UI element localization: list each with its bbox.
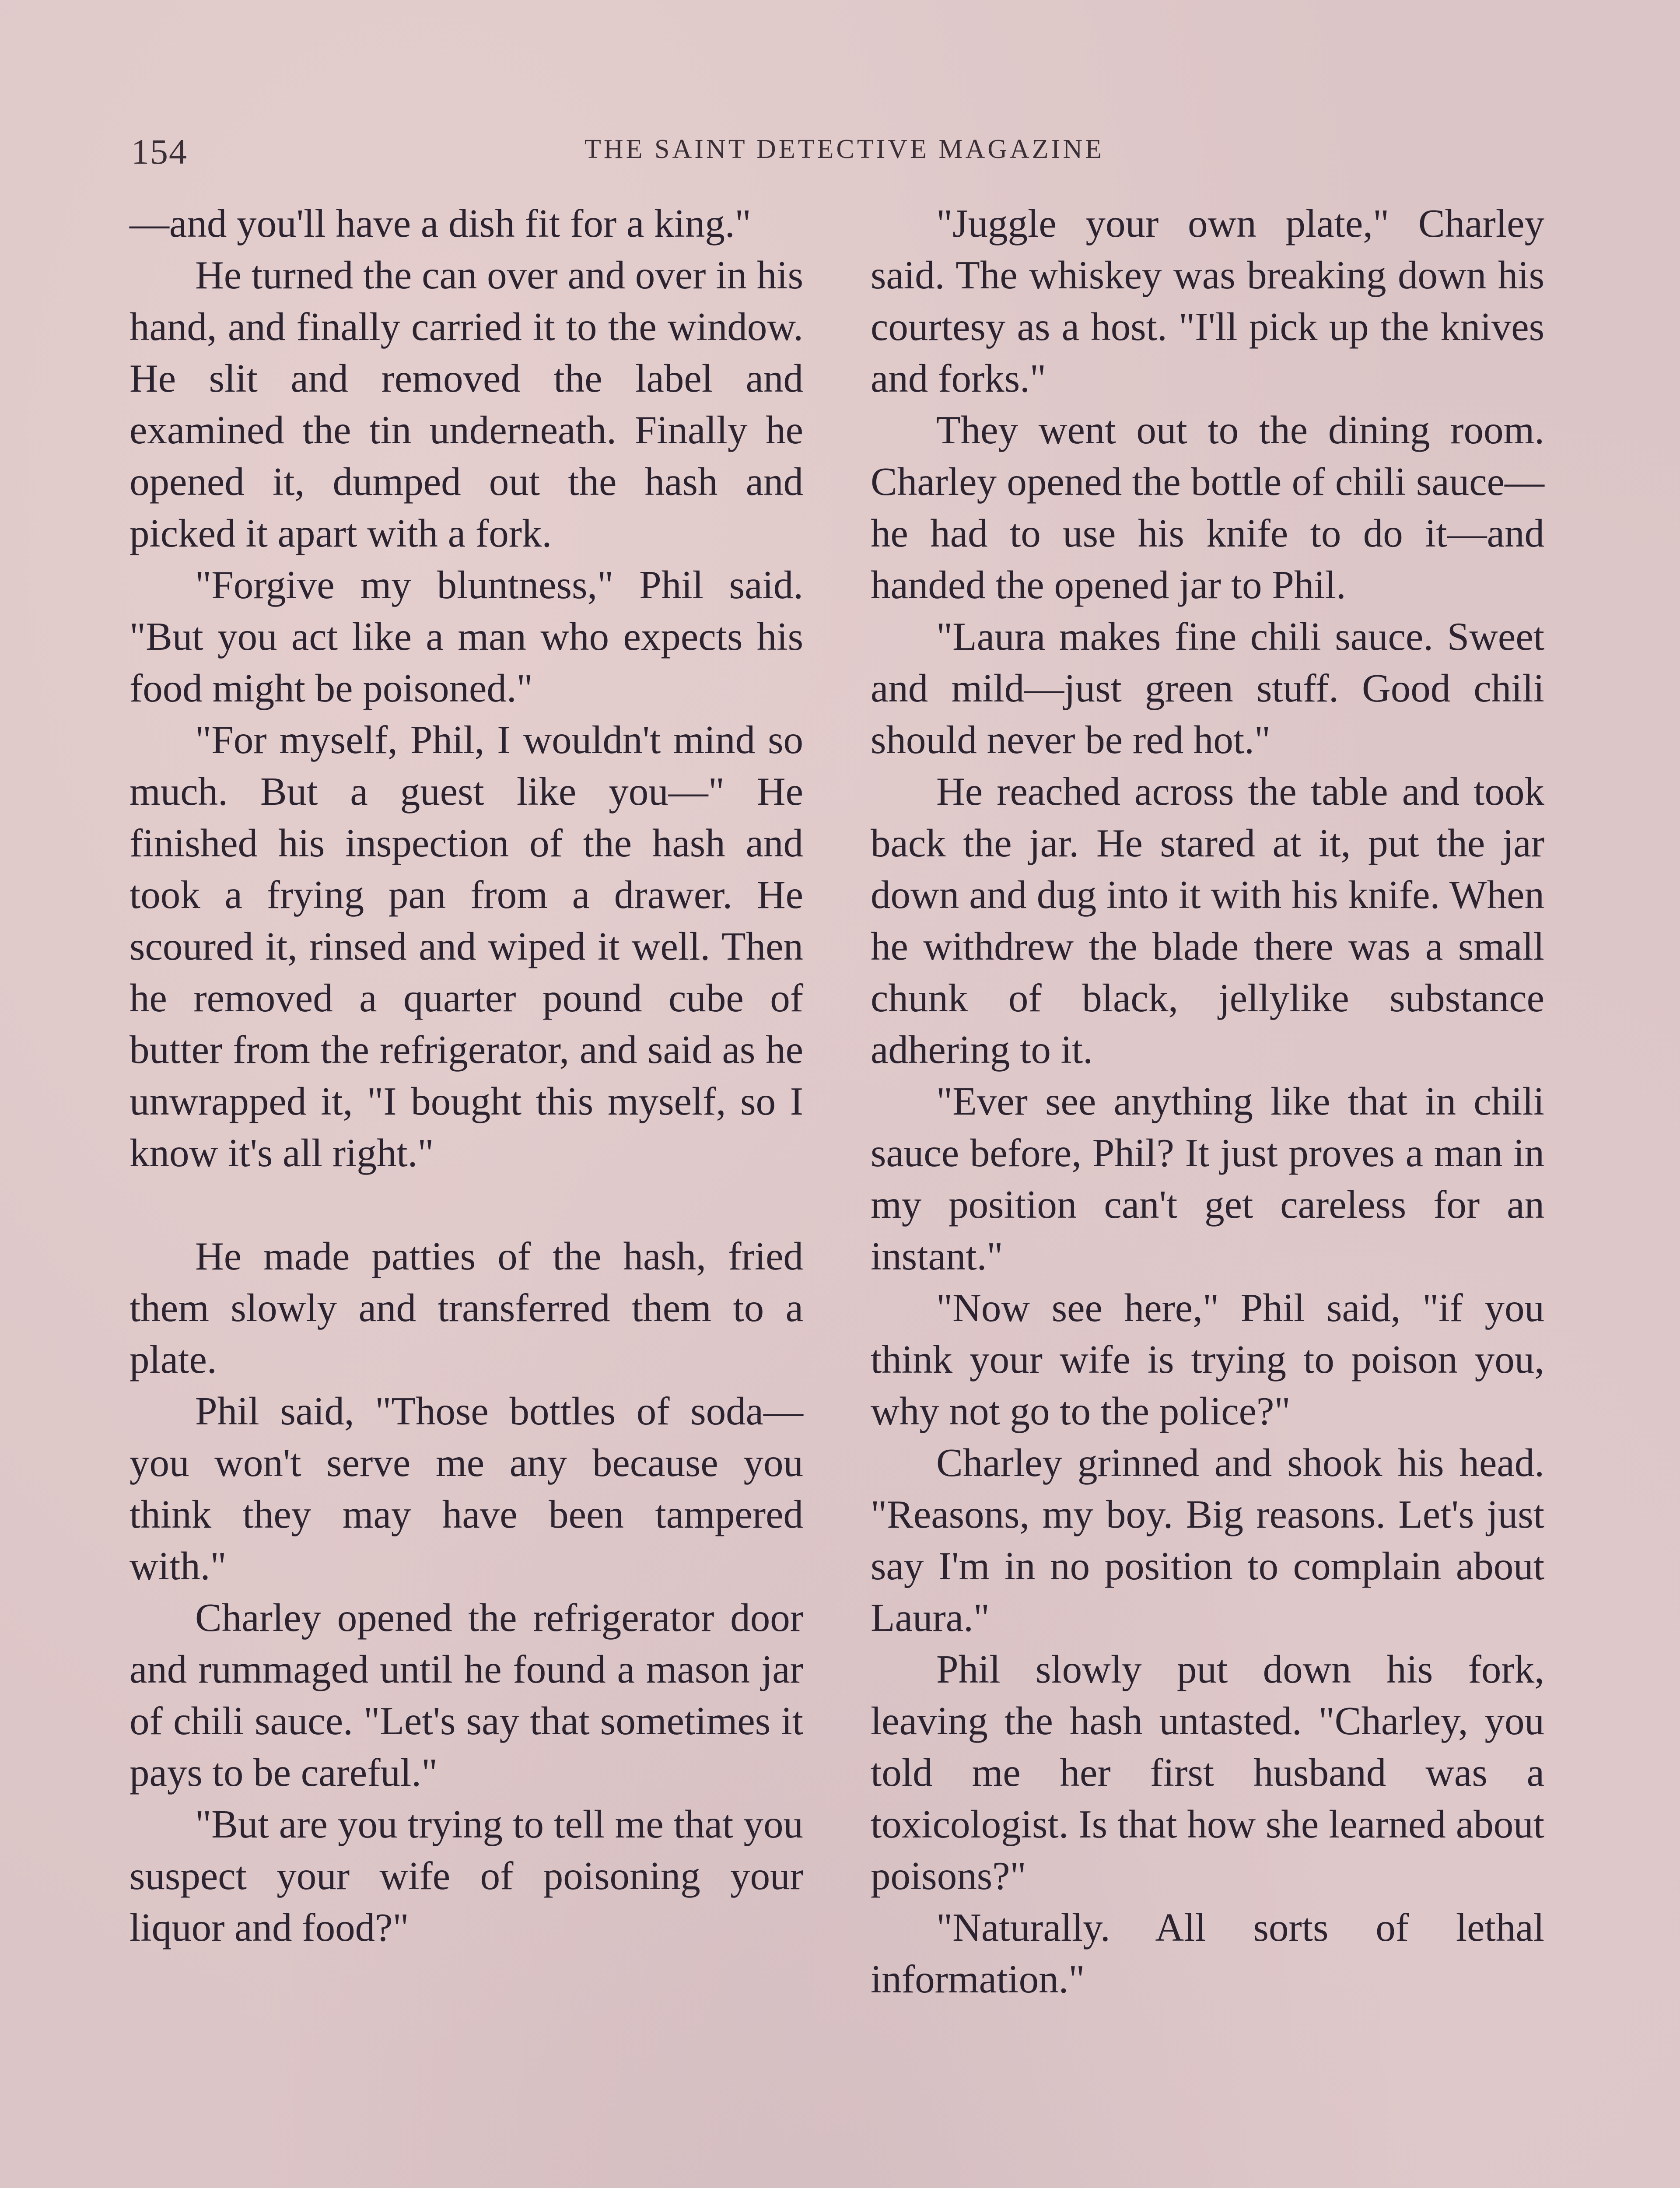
paragraph: Phil said, "Those bottles of soda—you won't serve me any because you think they may have been tampered with."	[130, 1389, 803, 1588]
paragraph: Phil slowly put down his fork, leaving the hash untasted. "Charley, you told me her first husband was a toxicologist. Is that how she learned about poisons?"	[871, 1647, 1544, 1898]
left-text-column	[130, 198, 803, 1953]
paragraph: "Laura makes fine chili sauce. Sweet and mild—just green stuff. Good chili should never be red hot."	[871, 614, 1544, 762]
paragraph: They went out to the dining room. Charley opened the bottle of chili sauce—he had to use his knife to do it—and handed the opened jar to Phil.	[871, 408, 1544, 607]
paragraph: "Juggle your own plate," Charley said. The whiskey was breaking down his courtesy as a host. "I'll pick up the knives and forks."	[871, 201, 1544, 400]
paragraph: Charley grinned and shook his head. "Reasons, my boy. Big reasons. Let's just say I'm in no position to complain about Laura."	[871, 1441, 1544, 1640]
paragraph: He turned the can over and over in his hand, and finally carried it to the window. He slit and removed the label and examined the tin underneath. Finally he opened it, dumped out the hash and picked it apart with a fork.	[130, 253, 803, 555]
paragraph: "For myself, Phil, I wouldn't mind so much. But a guest like you—" He finished his inspection of the hash and took a frying pan from a drawer. He scoured it, rinsed and wiped it well. Then he removed a quarter pound cube of butter from the refrigerator, and said as he unwrapped it, "I bought this myself, so I know it's all right."	[130, 718, 803, 1175]
paragraph: "Ever see anything like that in chili sauce before, Phil? It just proves a man in my position can't get careless for an instant."	[871, 1079, 1544, 1278]
paragraph: —and you'll have a dish fit for a king."	[130, 201, 751, 245]
paragraph: He made patties of the hash, fried them slowly and transferred them to a plate.	[130, 1234, 803, 1382]
paragraph: Charley opened the refrigerator door and rummaged until he found a mason jar of chili sauce. "Let's say that sometimes it pays to be careful."	[130, 1595, 803, 1795]
right-text-column	[871, 198, 1544, 2005]
running-title: THE SAINT DETECTIVE MAGAZINE	[584, 134, 1104, 164]
paragraph: "But are you trying to tell me that you suspect your wife of poisoning your liquor and food?"	[130, 1802, 803, 1950]
paragraph: "Naturally. All sorts of lethal information."	[871, 1905, 1544, 2001]
paragraph: "Now see here," Phil said, "if you think your wife is trying to poison you, why not go to the police?"	[871, 1286, 1544, 1433]
page-header	[131, 131, 1558, 179]
paragraph: He reached across the table and took back the jar. He stared at it, put the jar down and dug into it with his knife. When he withdrew the blade there was a small chunk of black, jellylike substance adhering to it.	[871, 769, 1544, 1072]
page-number: 154	[131, 132, 188, 172]
paragraph: "Forgive my bluntness," Phil said. "But you act like a man who expects his food might be poisoned."	[130, 563, 803, 710]
